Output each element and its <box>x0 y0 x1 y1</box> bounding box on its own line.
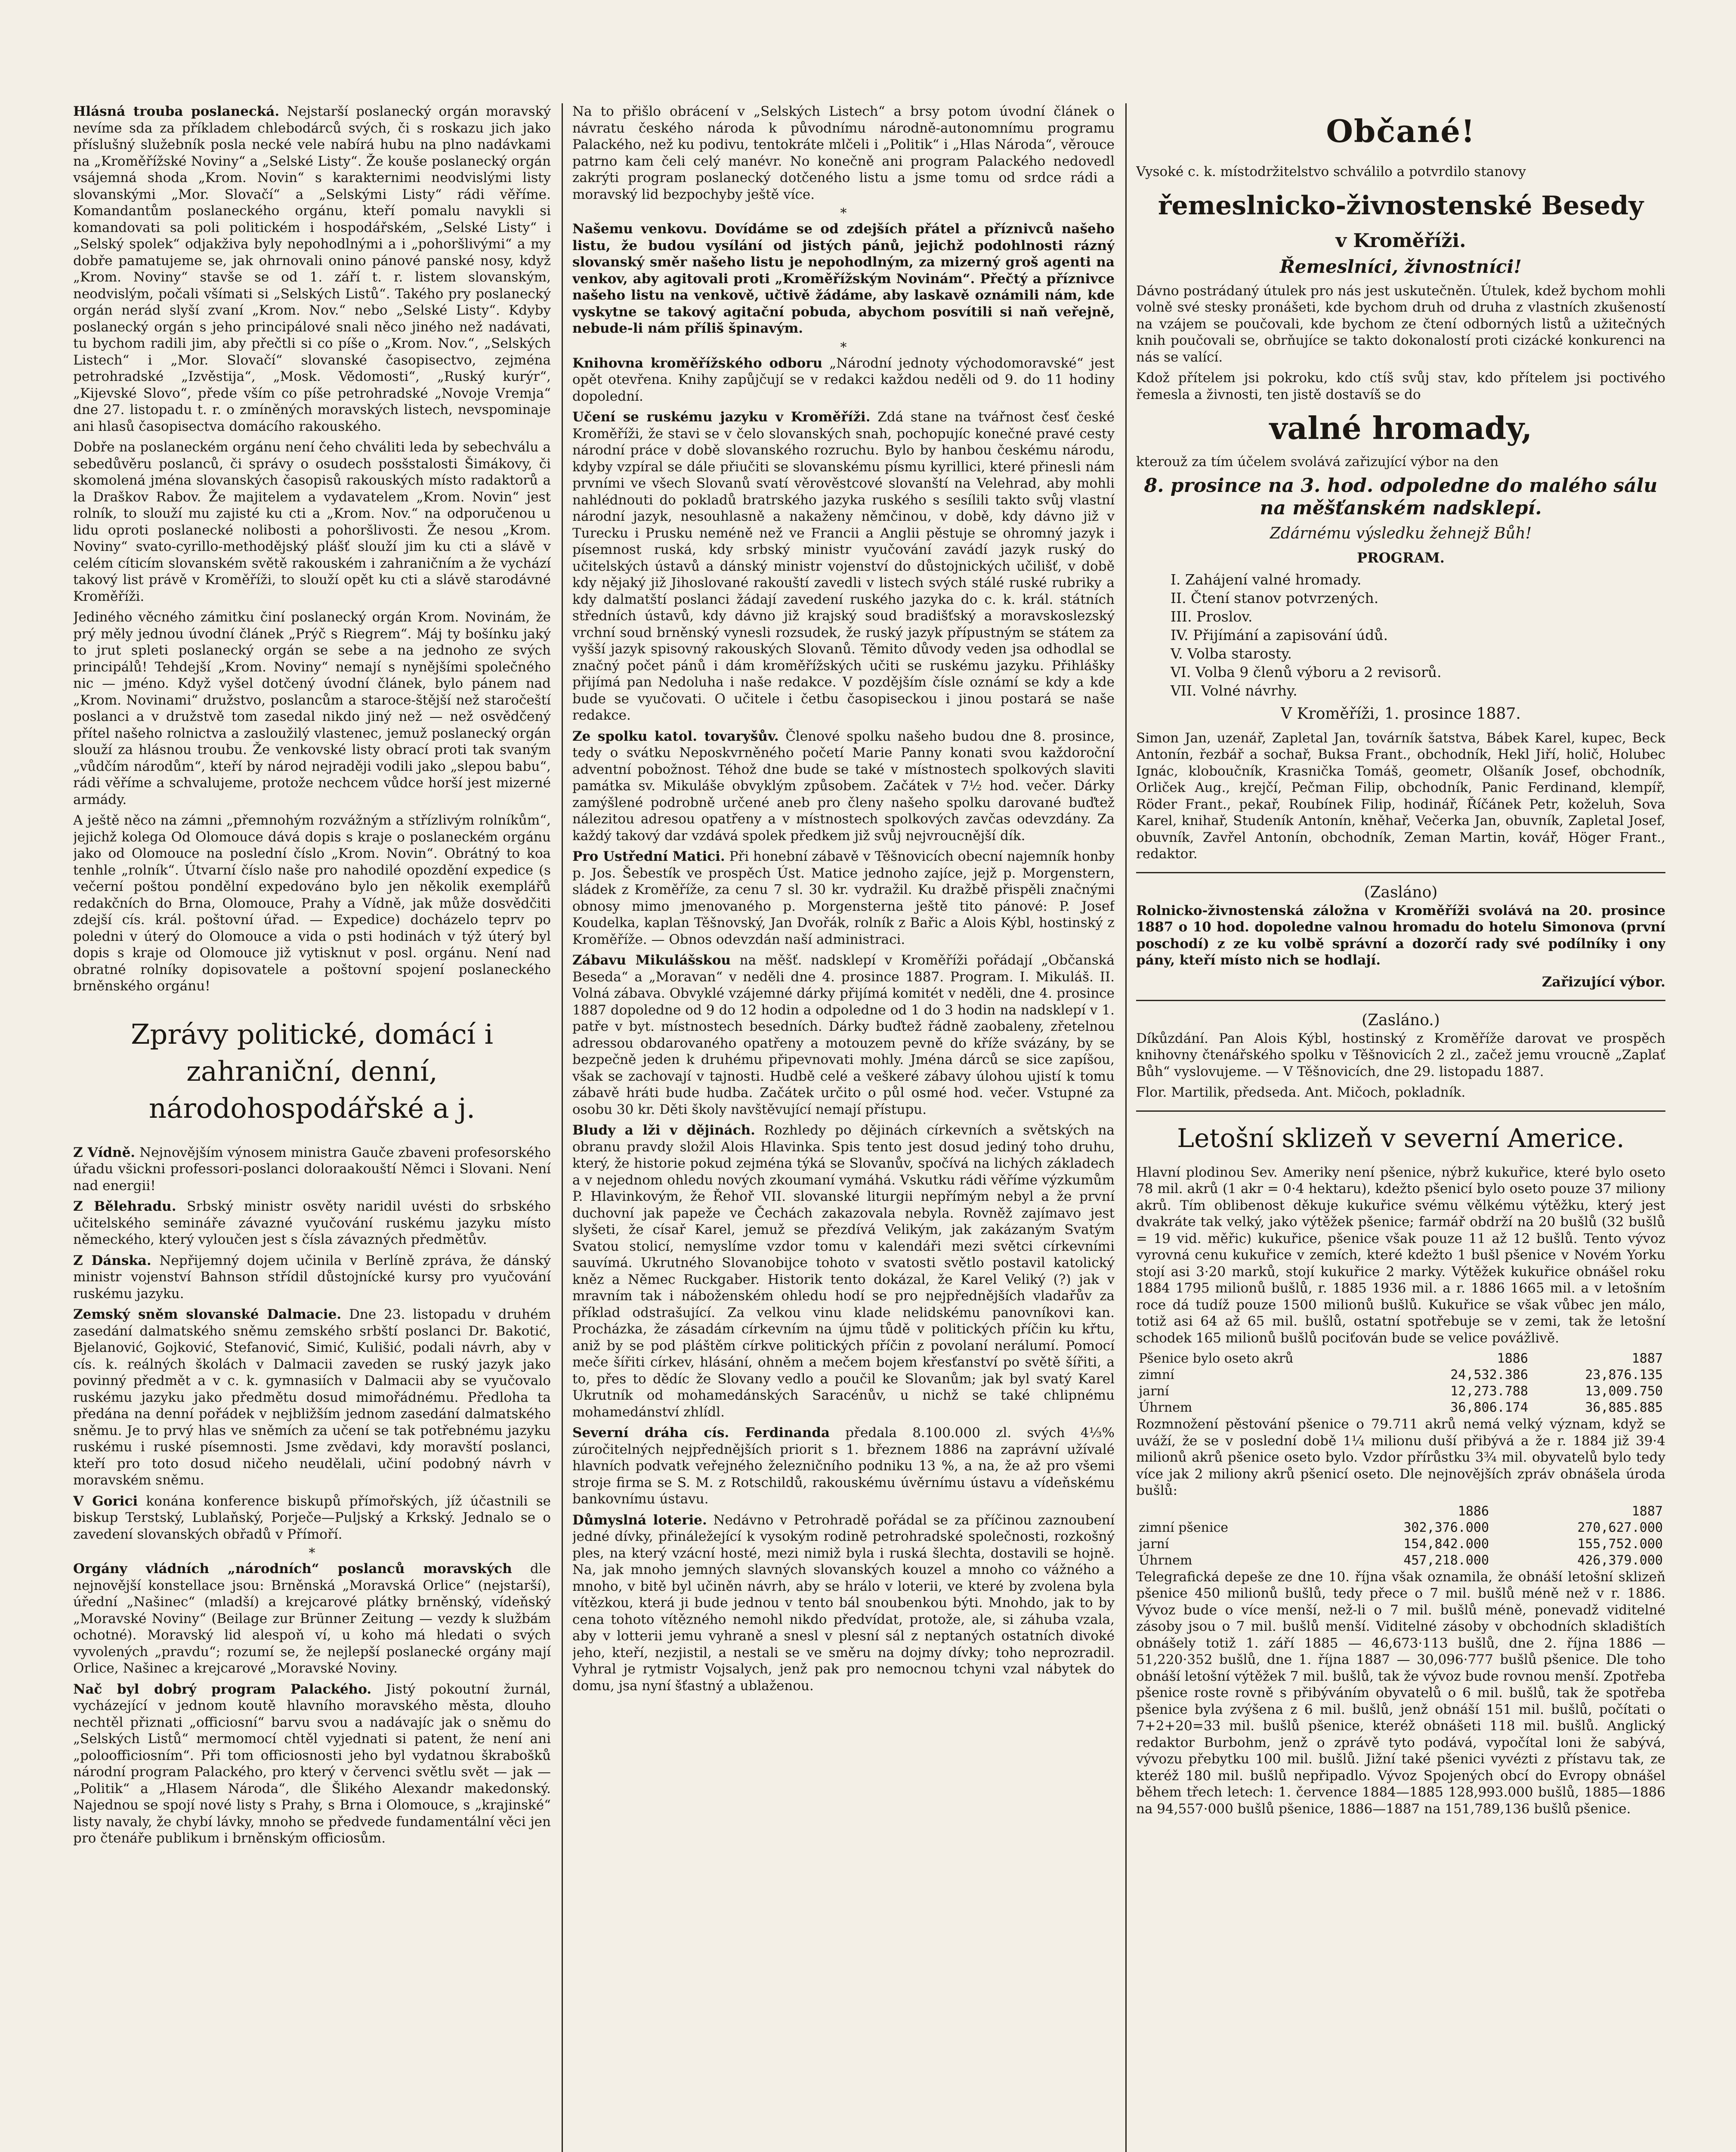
divider <box>1136 1110 1665 1112</box>
zaslano-label: (Zasláno.) <box>1362 1011 1440 1029</box>
program-item: I. Zahájení valné hromady. <box>1171 571 1362 588</box>
call-heading: Řemeslníci, živnostníci! <box>1280 256 1522 277</box>
society-name: řemeslnicko-živnostenské Besedy <box>1158 190 1644 221</box>
column-3 <box>1136 103 1665 2152</box>
program-list <box>1171 570 1665 700</box>
column-1 <box>73 103 551 2152</box>
table-row <box>1136 1367 1665 1383</box>
table-row <box>1136 1536 1665 1552</box>
table-cell: zimní pšenice <box>1139 1520 1229 1535</box>
article-lead: Ze spolku katol. tovaryšův. <box>572 728 779 744</box>
news-text: dle nejnovější konstellace jsou: Brněnská „Moravská Orlice“ (nejstarší), úřední „Našinec“ (mladší) a krejcarové plátky brněnský, vídeňský „Moravské Noviny“ (Beilage zur Brünner Zeitung — vezdy k službám ochotné). Moravský lid alespoň ví, u koho má hledati o svých vyvolených „pravdu“; rozumí se, že nejlepší poslanecké orgány mají Orlice, Našinec a krejcarové „Moravské Noviny. <box>73 1561 551 1676</box>
table-title: Pšenice bylo oseto akrů <box>1139 1351 1294 1366</box>
news-item <box>73 1198 551 1248</box>
article-paragraph <box>572 952 1115 1118</box>
harvest-text: Rozmnožení pěstování pšenice o 79.711 akrů nemá velký význam, když se uváží, že se v poslední době 1¼ milionu duší přibývá a že r. 1884 již 39·4 milionů akrů pšenice oseto bylo. Vzdor přírůstku 3¾ mil. obyvatelů bylo tedy více jak 2 miliony akrů pšenicí oseto. Dle nejnovějších zpráv obnášela úroda bušlů: <box>1136 1416 1665 1498</box>
zalozna-sign: Zařizující výbor. <box>1541 973 1665 990</box>
thanks-sign: Flor. Martilik, předseda. Ant. Mičoch, pokladník. <box>1136 1085 1466 1100</box>
table-year: 1886 <box>1458 1503 1489 1519</box>
advert-title: Občané! <box>1326 113 1476 149</box>
advert-body: Dávno postrádaný útulek pro nás jest uskutečněn. Útulek, kdež bychom mohli volně své stesky pronášeti, kde bychom druh od druha z vlastních zkušeností na vzájem se poučovali, kde bychom ze čtení odborných listů a užitečných knih poučovali se, obrňujíce se takto dokonalostí proti cizácké konkurenci na nás se valící. <box>1136 283 1665 365</box>
article-paragraph <box>73 609 551 808</box>
article-paragraph <box>572 728 1115 844</box>
article-text: Dobře na poslaneckém orgánu není čeho chváliti leda by sebechválu a sebedůvěru poslanců, či správy o osudech posšstalosti Šimákovy, či skomolená jména slovanských časopisů rakouských místo radaktorů a la Draškov Rabov. Že majitelem a vydavatelem „Krom. Novin“ jest rolník, to slouží mu zajisté ku cti a „Krom. Nov.“ na odporučenou u lidu oproti poslanecké nolibosti a pohoršlivosti. Že nesou „Krom. Noviny“ svato-cyrillo-methodějský plášť slouží jim ku cti a slávě v celém cíticím slovanském světě rakouském i zahraničním a že vychází takový list právě v Kroměříži, to slouží opět ku cti a slávě starodávné Kroměříži. <box>73 439 551 604</box>
program-item: IV. Přijímání a zapisování údů. <box>1171 626 1388 643</box>
table-cell: jarní <box>1139 1384 1169 1399</box>
wheat-yield-table <box>1136 1503 1665 1569</box>
article-text: A ještě něco na zámni „přemnohým rozvážným a střízlivým rolníkům“, jejichž kolega Od Olomouce dává dopis s kraje o poslaneckém orgánu jako od Olomouce na poslední číslo „Krom. Novin“. Obrátný to koa tenhle „rolník“. Útvarní číslo naše pro nahodilé opozdění expedice (s večerní poštou pondělní expedováno bylo jen několik exemplářů redakčních do Brna, Olomouce, Prahy a Vídně, jak může dosvědčiti zdejší cís. král. poštovní úřad. — Expedice) docházelo teprv po poledni v úterý do Olomouce a vida o psti hodinách v týž úterý byl dopis s kraje od Olomouce již vytisknut v posl. orgánu. Není nad obratné rolníky dopisovatele a poštovní spojení poslaneckého brněnského orgánu! <box>73 813 551 994</box>
table-cell: 302,376.000 <box>1403 1520 1489 1535</box>
separator-star: * <box>309 1546 315 1561</box>
article-text: na měšť. nadsklepí v Kroměříži pořádají „Občanská Beseda“ a „Moravan“ v neděli dne 4. prosince 1887. Program. I. Mikuláš. II. Volná zábava. Obvyklé vzájemné dárky přijímá komitét v neděli, dne 4. prosince 1887 dopoledne od 9 do 12 hodin a odpoledne od 1 do 3 hodin na nadsklepí v 1. patře v byt. místnostech besedních. Dárky buďtež řádně zaobaleny, zřetelnou adressou obdarovaného opatřeny a motouzem pevně do kříže svázány, by se bezpečně jeden k druhému připevnovati mohly. Jména dárců se sice zapíšou, však se zachovají v tajnosti. Hudbě celé a veškeré zábavy úlohou ujistí k tomu zábavě hráti bude hudba. Začátek určito o půl osmé hod. večer. Vstupné za osobu 30 kr. Děti školy navštěvující nemají přístupu. <box>572 952 1115 1117</box>
news-text: Jistý pokoutní žurnál, vycházející v jednom koutě hlavního moravského města, dlouho nechtěl přiznati „officiosní“ barvu svou a nadávajíc jak o sněmu do „Selských Listů“ mermomocí chtěl vyjednati si patent, že není ani „poloofficiosním“. Při tom officiosnosti jeho byl vydatnou škrabošků národní program Palackého, pro který v červenci světlu svět — jak — „Politik“ a „Hlasem Národa“, dle Šlikého Alexandr makedonský. Najednou se spojí nové listy s Prahy, s Brna i Olomouce, s „krajinské“ listy navaly, že chybí lávky, mnoho se předvede fundamentální věci jen pro čtenáře publikum i brněnským officiosům. <box>73 1681 551 1846</box>
harvest-text: Telegrafická depeše ze dne 10. října však oznamila, že obnáší letošní sklizeň pšenice 450 milionů bušlů, tedy přece o 7 mil. bušlů méně než v r. 1886. Vývoz bude o více menší, než-li o 7 mil. bušlů méně, ponevadž viditelné zásoby jsou o 7 mil. bušlů menší. Viditelné zásoby v obchodních skladištích obnášely totiž 1. září 1885 — 46,673·113 bušlů, dne 2. října 1886 — 51,220·352 bušlů, dne 1. října 1887 — 30,096·777 bušlů pšenice. Dle toho obnáší letošní výtěžek 7 mil. bušlů, tak že vývoz bude rovnou menší. Zpotřeba pšenice roste rovně s přibýváním obyvatelů o 6 mil. bušlů, tak že spotřeba pšenice byla zvýšena z 6 mil. bušlů, jenž obnáší 151 mil. bušlů, počítati o 7+2+20=33 mil. bušlů pšenice, kteréž obnášeti 118 mil. bušlů. Anglický redaktor Burbohm, jenž o zprávě tyto podává, vypočítal loni že sabývá, vývozu přebytku 100 mil. bušlů. Jižní také pšenici vyvézti z přístavu tak, ze kteréž 180 mil. bušlů nepřipadlo. Vývoz Spojených obcí do Evropy obnášel během třech letech: 1. července 1884—1885 128,993.000 bušlů, 1885—1886 na 94,557·000 bušlů pšenice, 1886—1887 na 151,789,136 bušlů pšenice. <box>1136 1569 1665 1817</box>
wheat-acreage-table <box>1136 1351 1665 1416</box>
table-cell: jarní <box>1139 1536 1169 1552</box>
table-cell: 13,009.750 <box>1585 1384 1663 1399</box>
news-lead: V Gorici <box>73 1493 138 1509</box>
table-cell: Úhrnem <box>1139 1552 1192 1568</box>
article-text: Rozhledy po dějinách církevních a světských na obranu pravdy složil Alois Hlavinka. Spis tento jest dosud jediný toho druhu, který, že historie pokud zejména týká se Slovanův, spočívá na lichých základech a v nejednom ohledu nových zkoumaní vymáhá. Vskutku rádi věříme výzkumům P. Hlavinkovým, že Řehoř VII. slovanské liturgii nepřímým nebyl a že první duchovní jak papeže ve Čechách zakazovala nebyla. Rovněž zajímavo jest slyšeti, že císař Karel, jemuž se přezdívá Velikým, jak zakázaným Svatým Svatou stolicí, nemyslíme vzdor tomu v kalendáři mezi světci církevními sauvímá. Ukrutného Slovanobijce tohoto v svatosti světlo postavil katolický kněz a Němec Ruckgaber. Historik tento dokázal, že Karel Veliký (?) jak v mravním tak i náboženském ohledu hodí se pro nejpřednějších vladařův za příklad odstrašující. Za velkou vinu klade nelidskému panovníkovi kan. Procházka, že zásadám církevním na újmu tůdě v politických příčin ku křtu, aniž by se pod pláštěm církve politických příčin z povolaní nerálumí. Pomocí meče šířiti církev, hlásání, ohněm a mečem bojem křesťanství po světě šířiti, a to, přes to dědíc že Slovany vedlo a poučil ke Slovanům; jak byl svatý Karel Ukrutník od mohamedánských Saracénův, u nichž se také chlipnému mohamedánství zhlídl. <box>572 1122 1115 1420</box>
news-text: Dne 23. listopadu v druhém zasedání dalmatského sněmu zemského srbští poslanci Dr. Bakotić, Bjelanović, Gojković, Stefanović, Simić, Kulišić, podali návrh, aby v cís. k. reálných školách v Dalmacii zaveden se ruský jazyk jako povinný předmět a v c. k. gymnasiích v Dalmacii aby se vyučovalo ruskému jazyku jako předmětu dosud mimořádnému. Předloha ta předána na denní pořádek v nejbližším jednom zasedání dalmatského sněmu. Je to prvý hlas ve sněmích za učení se tak potřebnému jazyku ruskému i ruské písemnosti. Jsme zvědavi, kdy moravští poslanci, kteří pro toto dosud ničeho neudělali, učiní podobný návrh v moravském sněmu. <box>73 1307 551 1488</box>
meeting-date: 8. prosince na 3. hod. odpoledne do malého sálu na měšťanském nadsklepí. <box>1144 474 1658 519</box>
article-paragraph <box>572 848 1115 948</box>
article-lead: Severní dráha cís. Ferdinanda <box>572 1425 830 1441</box>
article-paragraph <box>572 221 1115 337</box>
article-paragraph <box>572 1512 1115 1694</box>
table-header-row <box>1136 1351 1665 1367</box>
zaslano-label: (Zasláno) <box>1364 883 1438 901</box>
table-cell: zimní <box>1139 1367 1174 1382</box>
news-lead: Nač byl dobrý program Palackého. <box>73 1681 372 1697</box>
article-text: Dovídáme se od zdejších přátel a příznivců našeho listu, že budou vysílání od jistých pánů, jejichž podohlnosti rázný slovanský směr našeho listu je nepohodlným, za mizerný groš agenti na venkov, aby agitovali proti „Kroměřížským Novinám“. Přečtý a příznivce našeho listu na venkově, učtivě žádáme, aby laskavě oznámili nám, kde vyskytne se takový agitační pobuda, abychom posvítili si naň veřejně, nebude-li nám příliš špinavým. <box>572 221 1115 336</box>
table-row <box>1136 1383 1665 1400</box>
separator-star: * <box>840 206 847 221</box>
table-cell: 155,752.000 <box>1577 1536 1663 1552</box>
table-row <box>1136 1552 1665 1569</box>
divider <box>1136 872 1665 873</box>
column-rule <box>1125 103 1127 2152</box>
society-city: v Kroměříži. <box>1335 229 1466 252</box>
separator-star: * <box>840 340 847 355</box>
article-lead: Zábavu Mikulášskou <box>572 952 731 968</box>
article-lead: Hlásná trouba poslanecká. <box>73 104 280 119</box>
advert-body: Kdož přítelem jsi pokroku, kdo ctíš svůj stav, kdo přítelem jsi poctivého řemesla a živnosti, ten jistě dostavíš se do <box>1136 370 1665 402</box>
article-text: Nedávno v Petrohradě pořádal se za příčinou zaznoubení jedné dívky, přináležející k vysokým rodině petrohradské společnosti, rozkošný ples, na který vzácní hosté, mezi nimiž byla i ruská šlechta, dostavili se hojně. Na, jak mnoho jemných slavných slovanských kouzel a mnoho co vážného a mnoho, v bitě byl učiněn návrh, aby se hrálo v loterii, ve které by zvolena byla vítězkou, která ji bude jednou v tento bál snoubenkou býti. Mnohdo, jak to by cena tohoto vítězného nemohl nikdo předvídat, protože, ale, si záhuba vzala, aby v lotterii jemu vyhraně a snesl v plesní sál z neptaných ostatních divoké jeho, kteří, nezjistil, a nestali se ve směru na dojmy dívky; toho neprozradil. Vyhral je rytmistr Vojsalych, jenž pak pro nemocnou tchyni vzal nábytek do domu, jsa nyní šťastný a ublaženou. <box>572 1512 1115 1694</box>
article-paragraph <box>73 439 551 605</box>
news-text: konána konference biskupů přímořských, jíž účastnili se biskup Terstský, Lublaňský, Porječe—Puljský a Krkský. Jednalo se o zavedení slovanských obřadů v Přímoří. <box>73 1493 551 1542</box>
article-lead: Našemu venkovu. <box>572 221 707 237</box>
table-cell: Úhrnem <box>1139 1400 1192 1415</box>
article-paragraph <box>572 103 1115 203</box>
newspaper-page <box>73 103 1665 2152</box>
article-text: Členové spolku našeho budou dne 8. prosince, tedy o svátku Neposkvrněného početí Marie Panny konati svou každoroční adventní pobožnost. Téhož dne bude se také v místnostech spolkových slaviti památka sv. Mikuláše obvyklým způsobem. Začátek v 7½ hod. večer. Dárky zamýšlené podrobně určené aneb pro členy našeho spolku darované buďtež nálezitou adresou opatřeny a v místnostech spolkových zavčas odevzdány. Za každý takový dar vzdává spolek předkem již svůj nejvroucnější dík. <box>572 728 1115 844</box>
table-header-row <box>1136 1503 1665 1520</box>
harvest-heading: Letošní sklizeň v severní Americe. <box>1177 1123 1625 1153</box>
news-text: Nejnovějším výnosem ministra Gauče zbaveni profesorského úřadu všickni professori-poslanci doloraakouští Němci i Slovani. Není nad energii! <box>73 1144 551 1193</box>
news-item <box>73 1493 551 1543</box>
advert-intro: Vysoké c. k. místodržitelstvo schválilo a potvrdilo stanovy <box>1136 164 1526 179</box>
news-lead: Orgány vládních „národních“ poslanců moravských <box>73 1561 512 1577</box>
article-paragraph <box>572 409 1115 724</box>
program-item: V. Volba starosty. <box>1171 645 1292 662</box>
zalozna-notice: Rolnicko-živnostenská záložna v Kroměříži svolává na 20. prosince 1887 o 10 hod. dopoledne valnou hromadu do hotelu Simonova (první poschodí) z ze ku volbě správní a dozorčí rady své podílníky i ony pány, kteří místo nich se hodlají. <box>1136 903 1665 968</box>
blessing: Zdárnému výsledku žehnejž Bůh! <box>1270 524 1532 542</box>
table-year: 1886 <box>1497 1351 1528 1366</box>
article-paragraph <box>572 1122 1115 1420</box>
article-text: Jediného věcného zámitku činí poslanecký orgán Krom. Novinám, že prý měly jednou úvodní článek „Prýč s Riegrem“. Máj ty bošínku jaký to jrut spleti poslanecký orgán se sebe a na jednoho ze svých principálů! Tehdejší „Krom. Noviny“ nemají s nynějšími společného nic — jméno. Když vyšel dotčený úvodní článek, bylo pánem nad „Krom. Novinami“ družstvo, poslancům a staroce-štější než staročeští poslanci a v družstvě tom zasedal nikdo jiný než — než osvědčený přítel našeho rolnictva a zasloužilý vlastenec, jemuž poslanecký orgán slouží za hlásnou troubu. Že venkovské listy obrací proti tak svaným „vůdčím národům“, kteří by národ nejraději vodili jako „slepou babu“, rádi věříme a schvalujeme, protože nechcem vůdce horší jest mizerné armády. <box>73 609 551 807</box>
table-cell: 270,627.000 <box>1577 1520 1663 1535</box>
article-text: Při honební zábavě v Těšnovicích obecní najemník honby p. Jos. Šebestík ve prospěch Úst. Matice jednoho zajíce, jejž p. Morgenstern, sládek z Kroměříže, za cenu 7 sl. 30 kr. vydražil. Ku dražbě přispěli značnými obnosy mimo jmenovaného p. Morgensterna ještě tito pánové: P. Josef Koudelka, kaplan Těšnovský, Jan Dvořák, rolník z Bařic a Alois Kýbl, hostinský z Kroměříže. — Obnos odevzdán naší administraci. <box>572 849 1115 947</box>
news-item <box>73 1681 551 1847</box>
article-text: předala 8.100.000 zl. svých 4⅓% zúročitelných nejpřednějších priorit s 1. březnem 1886 na zaprávní užívalé hlavních podvatk veřejného železničního podniku 13 %, a na, že až pro všemi stroje firma se S. M. z Rotschildů, rakouskému úvěrnímu ústavu a vídeňskému bankovnímu ústavu. <box>572 1425 1115 1507</box>
program-item: III. Proslov. <box>1171 608 1253 625</box>
news-lead: Z Vídně. <box>73 1144 136 1160</box>
news-text: Srbský ministr osvěty naridil uvésti do srbského učitelského semináře závazné vyučování ruskému jazyku místo německého, který vyloučen jest s čísla závazných předmětův. <box>73 1199 551 1247</box>
news-item <box>73 1252 551 1302</box>
article-text: Nejstarší poslanecký orgán moravský nevíme sda za příkladem chlebodárců svých, či s roskazu jich jako příslušný služebník posla necké vele nabírá hubu na plno nadávkami na „Kroměřížské Noviny“ a „Selské Listy“. Že kouše poslanecký orgán vsájemná shoda „Krom. Novin“ s karakternimi neodvislými listy slovanskými „Mor. Slovačí“ a „Selskými Listy“ rádi věříme. Komandantům poslaneckého orgánu, kteří pomalu navykli si komandovati sa poli politickém i hospodářském, „Selské Listy“ i „Selský spolek“ odjakživa byly nepohodlnými a i „pohoršlivými“ a my dobře pamatujeme se, jak ohrnovali onino pánové panské nosy, když „Krom. Noviny“ stavše se od 1. září t. r. listem slovanským, neodvislým, počali všímati si „Selských Listů“. Takého pry poslanecký orgán nerád slyší zvaní „Krom. Nov.“ nebo „Selské Listy“. Kdyby poslanecký orgán s jeho principálové snali něco jiného než nadávati, tu bychom radili jim, aby přečtli si co píše o „Krom. Nov.“, „Selských Listech“ i „Mor. Slovačí“ slovanské časopisectvo, zejména petrohradské „Izvěstija“, „Mosk. Vědomosti“, „Ruský kurýr“, „Kijevské Slovo“, přede vším co píše petrohradské „Novoje Vremja“ dne 27. listopadu t. r. o zmíněných moravských listech, nevspominaje ani hlasů časopisectva domácího rakouského. <box>73 104 551 434</box>
news-text: Nepřijemný dojem učinila v Berlíně zpráva, že dánský ministr vojenství Bahnson střídil důstojnícké kursy pro vyučování ruskému jazyku. <box>73 1252 551 1302</box>
article-lead: Důmyslná loterie. <box>572 1512 707 1528</box>
program-item: VI. Volba 9 členů výboru a 2 revisorů. <box>1171 663 1442 680</box>
table-cell: 36,885.885 <box>1585 1400 1663 1415</box>
table-row <box>1136 1400 1665 1416</box>
article-lead: Knihovna kroměřížského odboru <box>572 355 823 371</box>
divider <box>1136 1000 1665 1001</box>
harvest-text: Hlavní plodinou Sev. Ameriky není pšenice, nýbrž kukuřice, které bylo oseto 78 mil. akrů (1 akr = 0·4 hektaru), kdežto pšenicí bylo oseto pouze 37 miliony akrů. Tím oblibenost děkuje kukuřice svému vělkému výtěžku, který jest dvakráte tak velký, jako výtěžek pšenice; farmář obdrží na 20 bušlů (32 bušlů = 19 vid. měřic) kukuřice, pšenice však pouze 11 až 12 bušlů. Tento vývoz vyrovná cenu kukuřice v zemích, které kdežto 1 bušl pšenice v Novém Yorku stojí asi 3·20 marků, stojí kukuřice 2 marky. Výtěžek kukuřice obnášel roku 1884 1795 milionů bušlů, r. 1885 1936 mil. a r. 1886 1665 mil. a v letošním roce dá tudíž pouze 1500 milionů bušlů. Kukuřice se však vůbec jen málo, totiž asi 64 až 65 mil. bušlů, ostatní spotřebuje se v zemi, tak že letošní schodek 165 milionů bušlů pociťován bude se velice povážlivě. <box>1136 1164 1665 1346</box>
article-lead: Učení se ruskému jazyku v Kroměříži. <box>572 409 871 425</box>
signatories: Simon Jan, uzenář, Zapletal Jan, továrník šatstva, Bábek Karel, kupec, Beck Antonín, řezbář a sochař, Buksa Frant., obchodník, Hekl Jiří, holič, Holubec Ignác, kloboučník, Krasnička Tomáš, geometr, Olšaník Josef, obchodník, Orliček Aug., krejčí, Pečman Filip, obchodník, Panic Ferdinand, klempíř, Röder Frant., pekař, Roubínek Filip, hodinář, Říčánek Petr, koželuh, Sova Karel, knihař, Studeník Antonín, kněhař, Večerka Jan, obuvník, Zapletal Josef, obuvník, Zavřel Antonín, obchodník, Zeman Martin, kovář, Höger Frant., redaktor. <box>1136 730 1665 862</box>
signed-place: V Kroměříži, 1. prosince 1887. <box>1281 705 1521 723</box>
article-paragraph <box>572 355 1115 405</box>
table-cell: 23,876.135 <box>1585 1367 1663 1382</box>
article-paragraph <box>73 103 551 435</box>
article-text: Na to přišlo obrácení v „Selských Listech“ a brsy potom úvodní článek o návratu českého národa k původnímu národně-autonomnímu programu Palackého, než ku podivu, tentokráte mlčeli i „Politik“ i „Hlas Národa“, věrouce patrno kam čeli celý manévr. No konečně ani program Palackého nedovedl zakrýti program poslanecký dotčeného listu a jsme tomu od srdce rádi a moravský lid bezpochyby ještě více. <box>572 104 1115 202</box>
article-paragraph <box>572 1425 1115 1508</box>
column-2 <box>572 103 1115 2152</box>
news-lead: Zemský sněm slovanské Dalmacie. <box>73 1307 342 1322</box>
table-row <box>1136 1520 1665 1536</box>
table-year: 1887 <box>1631 1351 1663 1366</box>
article-text: Zdá stane na tvářnost česť české Kroměříži, že stavi se v čelo slovanských snah, pochopujíc konečné pravé cesty národní práce v době slovanského rozruchu. Bylo by hanbou českému národu, kdyby vzpíral se dále přiučiti se slovanskému písmu kyrillici, které přinesli nám prvními ve všech Slovanů svatí věrověstcové slovanští na Velehrad, aby mohli nahlédnouti do pokladů bratrského jazyka ruského s sesílili takto svůj vlastní národní jazyk, nesouhlasně a nakaženy němčinou, v době, kdy dávno již v Turecku i Prusku neméně než ve Francii a Anglii pěstuje se ohromný jazyk i písemnost ruská, kdy srbský ministr vyučování zavádí jazyk ruský do učitelských ústavů a dánský ministr vojenství do důstojnických učilišť, v době kdy nějaký již Jihoslované rakouští zavedli v listech svých stálé ruské rubriky a kdy dalmatští poslanci žádají zavedení ruského jazyka do c. k. král. státních středních ústavů, kdy dávno již krajský soud bradišťský a moravskoslezský vrchní soud brněnský vynesli rozsudek, že ruský jazyk přípustným se státem za vyšší jazyk spisovný rakouských Slovanů. Těmito důvody veden jsa odhodlal se značný počet pánů i dám kroměřížských učiti se ruskému jazyku. Přihlášky přijímá pan Nedoluha i naše redakce. V pozdějším čísle oznámí se kdy a kde bude se vyučovati. O učitele i četbu časopiseckou i jinou postará se naše redakce. <box>572 409 1115 723</box>
thanks-notice: Díkůzdání. Pan Alois Kýbl, hostinský z Kroměříže darovat ve prospěch knihovny čtenářského spolku v Těšnovicích 2 zl., začež jemu vroucně „Zaplať Bůh“ vyslovujeme. — V Těšnovicích, dne 29. listopadu 1887. <box>1136 1030 1665 1079</box>
table-cell: 154,842.000 <box>1403 1536 1489 1552</box>
table-cell: 457,218.000 <box>1403 1552 1489 1568</box>
meeting-heading: valné hromady, <box>1269 410 1532 446</box>
table-cell: 36,806.174 <box>1450 1400 1528 1415</box>
news-lead: Z Dánska. <box>73 1252 151 1268</box>
article-lead: Pro Ustřední Matici. <box>572 849 725 864</box>
article-text: „Národní jednoty východomoravské“ jest opět otevřena. Knihy zapůjčují se v redakci každou neděli od 9. do 11 hodiny dopolední. <box>572 355 1115 404</box>
program-title: PROGRAM. <box>1357 549 1445 566</box>
news-item <box>73 1144 551 1194</box>
news-item <box>73 1306 551 1489</box>
program-item: II. Čtení stanov potvrzených. <box>1171 589 1379 606</box>
section-heading: Zprávy politické, domácí i zahraniční, denní, národohospodářské a j. <box>130 1018 494 1125</box>
advert-body: kterouž za tím účelem svolává zařizující výbor na den <box>1136 454 1499 470</box>
column-rule <box>562 103 563 2152</box>
news-item <box>73 1561 551 1677</box>
article-paragraph <box>73 812 551 995</box>
table-year: 1887 <box>1631 1503 1663 1519</box>
program-item: VII. Volné návrhy. <box>1171 682 1297 699</box>
table-cell: 12,273.788 <box>1450 1384 1528 1399</box>
news-lead: Z Bělehradu. <box>73 1199 176 1214</box>
table-cell: 24,532.386 <box>1450 1367 1528 1382</box>
article-lead: Bludy a lži v dějinách. <box>572 1122 755 1138</box>
table-cell: 426,379.000 <box>1577 1552 1663 1568</box>
